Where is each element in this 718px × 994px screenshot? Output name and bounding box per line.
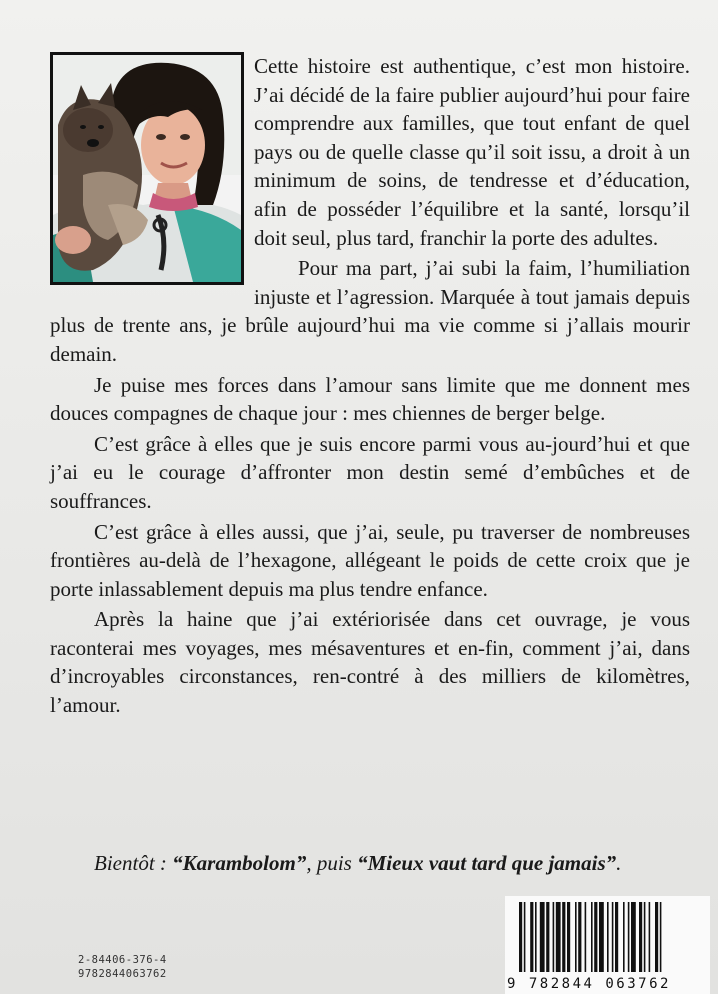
- barcode-bar: [575, 902, 577, 972]
- barcode-bar: [615, 902, 618, 972]
- barcode-bar: [655, 902, 658, 972]
- isbn-10: 2-84406-376-4: [78, 954, 167, 966]
- barcode-bar: [567, 902, 570, 972]
- barcode-bar: [644, 902, 646, 972]
- back-cover-text: [50, 52, 690, 720]
- barcode-digits: 9 782844 063762: [507, 976, 671, 992]
- barcode-bar: [660, 902, 662, 972]
- paragraph-6: Après la haine que j’ai extériorisée dans cet ouvrage, je vous raconterai mes voyages, mes mésaventures et en-fin, comment j’ai, dans d’incroyables circonstances, ren-contré à des milliers de kilomètres, l’amour.: [50, 607, 690, 718]
- upcoming-prefix: Bientôt :: [94, 851, 173, 875]
- barcode-bar: [607, 902, 609, 972]
- barcode-bar: [556, 902, 561, 972]
- barcode-bar: [519, 902, 522, 972]
- upcoming-title-2: “Mieux vaut tard que jamais”: [357, 851, 617, 875]
- paragraph-1: Cette histoire est authentique, c’est mon histoire. J’ai décidé de la faire publier aujourd’hui pour faire comprendre aux familles, que tout enfant de quel pays ou de quelle classe qu’il soit issu, a droit à un minimum de soins, de tendresse et d’éducation, afin de posséder l’équilibre et la santé, lorsqu’il doit seul, plus tard, franchir la porte des adultes.: [254, 54, 690, 250]
- barcode: [505, 896, 710, 994]
- barcode-bar: [623, 902, 625, 972]
- upcoming-books: [50, 848, 690, 878]
- barcode-bar: [631, 902, 636, 972]
- barcode-bar: [546, 902, 549, 972]
- barcode-bar: [628, 902, 630, 972]
- barcode-bar: [591, 902, 593, 972]
- barcode-bars: [505, 896, 710, 976]
- upcoming-title-1: “Karambolom”: [172, 851, 307, 875]
- barcode-bar: [649, 902, 651, 972]
- barcode-bar: [639, 902, 642, 972]
- barcode-bar: [612, 902, 614, 972]
- photo-float-spacer: [50, 52, 254, 284]
- paragraph-4: C’est grâce à elles que je suis encore parmi vous au-jourd’hui et que j’ai eu le courage d’affronter mon destin semé d’embûches et de souffrances.: [50, 431, 690, 513]
- paragraph-2: Pour ma part, j’ai subi la faim, l’humiliation injuste et l’agression. Marquée à tout jamais depuis plus de trente ans, je brûle aujourd’hui ma vie comme si j’allais mourir demain.: [50, 256, 690, 366]
- barcode-bar: [530, 902, 533, 972]
- barcode-bar: [599, 902, 604, 972]
- upcoming-suffix: .: [616, 851, 622, 875]
- isbn-ean: 9782844063762: [78, 968, 167, 980]
- upcoming-middle: , puis: [306, 851, 358, 875]
- barcode-bar: [578, 902, 581, 972]
- paragraph-5: C’est grâce à elles aussi, que j’ai, seule, pu traverser de nombreuses frontières au-delà de l’hexagone, allégeant le poids de cette croix que je porte inlassablement depuis ma plus tendre enfance.: [50, 519, 690, 601]
- barcode-bar: [562, 902, 565, 972]
- isbn-block: [78, 953, 167, 981]
- paragraph-3: Je puise mes forces dans l’amour sans limite que me donnent mes douces compagnes de chaque jour : mes chiennes de berger belge.: [50, 372, 690, 426]
- barcode-bar: [524, 902, 526, 972]
- barcode-bar: [594, 902, 597, 972]
- barcode-bar: [535, 902, 537, 972]
- barcode-bar: [540, 902, 545, 972]
- barcode-bar: [553, 902, 555, 972]
- barcode-bar: [585, 902, 587, 972]
